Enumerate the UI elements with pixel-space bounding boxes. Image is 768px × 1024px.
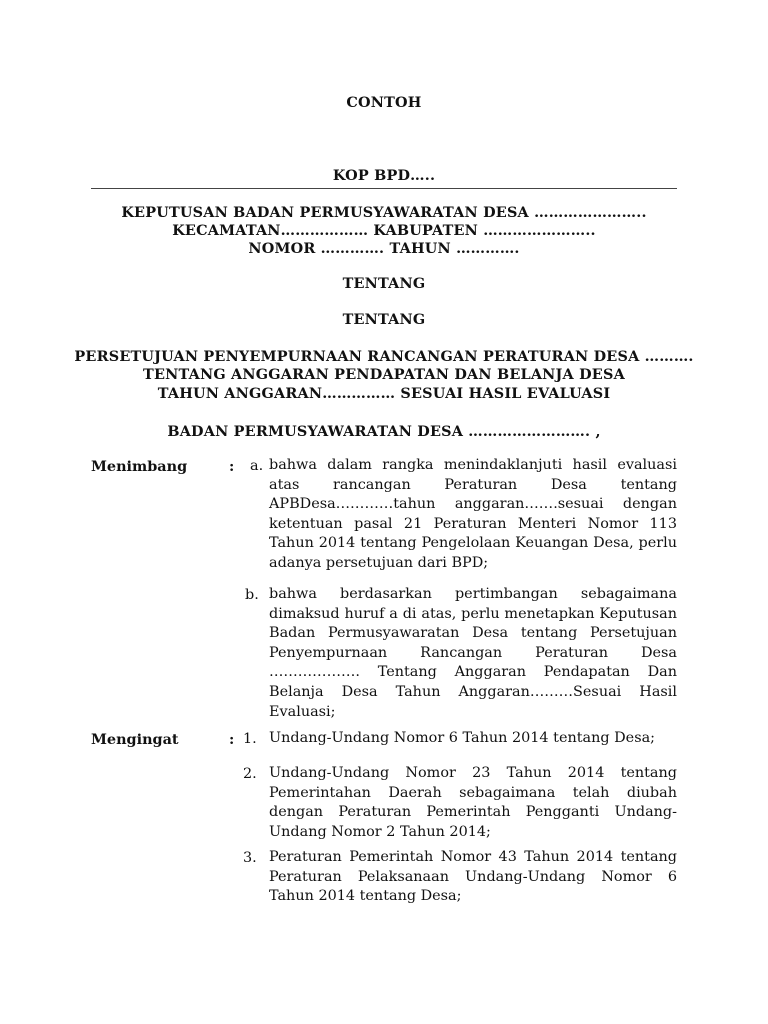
mengingat-item-3: Peraturan Pemerintah Nomor 43 Tahun 2014 tentang Peraturan Pelaksanaan Undang-Undang Nomor 6 Tahun 2014 tentang Desa; — [269, 849, 677, 905]
mengingat-item-1: Undang-Undang Nomor 6 Tahun 2014 tentang Desa; — [269, 730, 656, 746]
mengingat-item-2: Undang-Undang Nomor 23 Tahun 2014 tentang Pemerintahan Daerah sebagaimana telah diubah dengan Peraturan Pemerintah Pengganti Undang-Undang Nomor 2 Tahun 2014; — [269, 765, 677, 840]
decree-title-line-1: KEPUTUSAN BADAN PERMUSYAWARATAN DESA ………………….. — [121, 204, 647, 221]
body-heading: BADAN PERMUSYAWARATAN DESA ……………………. , — [167, 423, 601, 440]
tentang-heading-1: TENTANG — [342, 275, 426, 292]
tentang-heading-2: TENTANG — [342, 311, 426, 328]
decree-title-line-3: NOMOR …………. TAHUN …………. — [248, 240, 520, 257]
kop-bpd: KOP BPD….. — [332, 167, 436, 184]
mengingat-label: Mengingat — [91, 731, 179, 748]
menimbang-label: Menimbang — [91, 458, 188, 475]
subject-line-1: PERSETUJUAN PENYEMPURNAAN RANCANGAN PERATURAN DESA ………. — [74, 348, 694, 365]
subject-line-2: TENTANG ANGGARAN PENDAPATAN DAN BELANJA DESA — [143, 366, 625, 383]
header-divider — [91, 188, 677, 189]
decree-title-line-2: KECAMATAN……………… KABUPATEN ………………….. — [172, 222, 596, 239]
contoh-label: CONTOH — [346, 94, 422, 111]
subject-line-3: TAHUN ANGGARAN…………… SESUAI HASIL EVALUASI — [157, 385, 611, 402]
mengingat-marker-2: 2. — [243, 766, 257, 782]
menimbang-marker-b: b. — [245, 587, 259, 603]
menimbang-colon: : — [229, 458, 235, 475]
mengingat-colon: : — [229, 731, 235, 748]
menimbang-item-a: bahwa dalam rangka menindaklanjuti hasil evaluasi atas rancangan Peraturan Desa tentang APBDesa…………tahun anggaran…….sesuai dengan ketentuan pasal 21 Peraturan Menteri Nomor 113 Tahun 2014 tentang Pengelolaan Keuangan Desa, perlu adanya persetujuan dari BPD; — [269, 457, 677, 571]
mengingat-marker-1: 1. — [243, 731, 257, 747]
menimbang-item-b: bahwa berdasarkan pertimbangan sebagaimana dimaksud huruf a di atas, perlu menetapkan Keputusan Badan Permusyawaratan Desa tentang Persetujuan Penyempurnaan Rancangan Peraturan Desa ………………. Tentang Anggaran Pendapatan Dan Belanja Desa Tahun Anggaran………Sesuai Hasil Evaluasi; — [269, 586, 677, 720]
menimbang-marker-a: a. — [250, 458, 264, 474]
mengingat-marker-3: 3. — [243, 850, 257, 866]
